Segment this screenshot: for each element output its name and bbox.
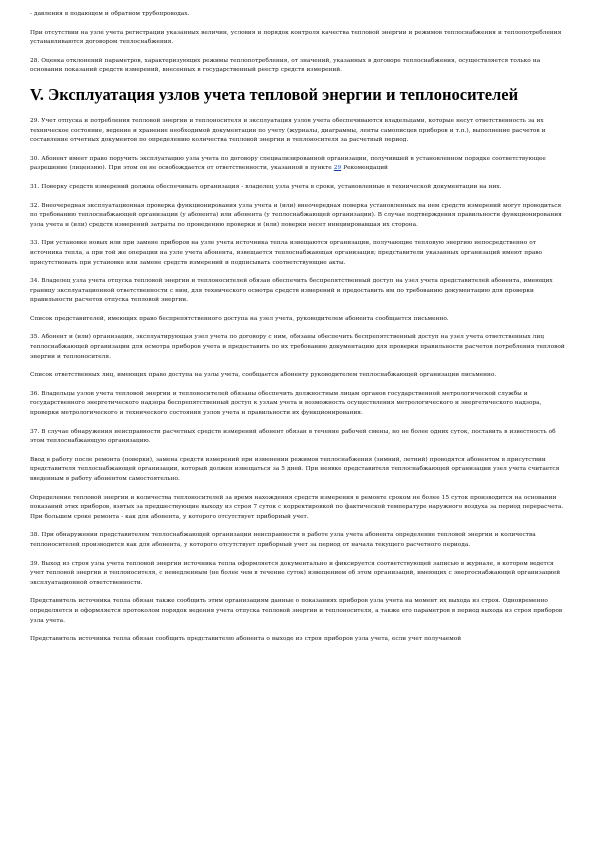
paragraph-35: 35. Абонент и (или) организация, эксплуатирующая узел учета по договору с ним, обязаны обеспечить беспрепятственный доступ на узел учета ответственных лиц теплоснабжающей организации для осмотра приборов учета и предоставить по их требованию документацию для проверки правильности расчетов потребления тепловой энергии и теплоносителя. — [30, 334, 565, 360]
paragraph-37: 37. В случае обнаружения неисправности расчетных средств измерений абонент обязан в течение рабочей смены, но не более одних суток, поставить в известность об этом теплоснабжающую организацию. — [30, 428, 556, 445]
paragraph-37-input: Ввод в работу после ремонта (поверки), замена средств измерений при изменении режимов теплоснабжения (зимний, летний) проводятся абонентом в присутствии представителя теплоснабжающей организации, который должен извещаться за 5 дней. При неявке представителя теплоснабжающей организации узел учета считается введенным в работу абонентом самостоятельно. — [30, 456, 560, 482]
paragraph-35-list: Список ответственных лиц, имеющих право доступа на узлы учета, сообщается абоненту руководителем теплоснабжающей организации письменно. — [30, 372, 497, 379]
paragraph-34: 34. Владелец узла учета отпуска тепловой энергии и теплоносителей обязан обеспечить беспрепятственный доступ на узел учета представителей абонента, имеющих границу эксплуатационной ответственности с ним, для технического осмотра средств измерений и предоставить им по требованию документацию для проверки правильности расчетов отпуска тепловой энергии. — [30, 278, 553, 304]
paragraph-28: 28. Оценка отклонений параметров, характеризующих режимы теплопотребления, от значений, указанных в договоре теплоснабжения, осуществляется только на основании показаний средств измерений, внесенных в государственный реестр средств измерений. — [30, 57, 541, 74]
point-29-link[interactable]: 29 — [333, 165, 342, 172]
paragraph-30-tail: Рекомендаций — [343, 165, 388, 172]
section-heading: V. Эксплуатация узлов учета тепловой энергии и теплоносителей — [30, 84, 519, 104]
paragraph-29: 29. Учет отпуска и потребления тепловой энергии и теплоносителя и эксплуатация узлов учета обеспечиваются владельцами, которые несут ответственность за их техническое состояние, ведение и хранение необходимой документации по учету (журналы, диаграммы, ленты самописцев приборов и т.п.), выполнение расчетов и составление отчетных документов по определению количества тепловой энергии и теплоносителя за расчетный период. — [30, 117, 546, 144]
paragraph-30-text: 30. Абонент имеет право поручить эксплуатацию узла учета по договору специализированной организации, получившей в установленном порядке соответствующее разрешение (лицензию). При этом он не освобождается от ответственности, указанной в пункте — [30, 155, 546, 172]
paragraph-34-list: Список представителей, имеющих право беспрепятственного доступа на узел учета, руководителем абонента сообщается письменно. — [30, 315, 449, 322]
paragraph-30 — [30, 155, 565, 174]
paragraph-pressure: - давления в подающем и обратном трубопроводах. — [30, 11, 190, 17]
paragraph-39-notify: Представитель источника тепла обязан сообщить представителю абонента о выходе из строя приборов узла учета, если учет получаемой — [30, 636, 462, 643]
paragraph-32: 32. Внеочередная эксплуатационная проверка функционирования узла учета и (или) внеочередная поверка установленных на нем средств измерений могут проводиться по требованию теплоснабжающей организации (у абонента) или абонента (у теплоснабжающей организации). В случае подтверждения правильности функционирования узла учета и (или) средств измерений затраты по проведению проверки и (или) поверки несет инициировавшая их сторона. — [30, 202, 562, 228]
paragraph-37-calc: Определение тепловой энергии и количества теплоносителей за время нахождения средств измерения в ремонте сроком не более 15 суток производится на основании показаний этих приборов, взятых за предшествующие выходу из строя 7 суток с корректировкой по фактической температуре наружного воздуха за период перерасчета. При большем сроке ремонта - как для абонента, у которого отсутствует приборный учет. — [30, 494, 564, 520]
paragraph-38: 38. При обнаружении представителем теплоснабжающей организации неисправности в работе узла учета абонента определение тепловой энергии и количества теплоносителей производится как для абонента, у которого отсутствует приборный учет за период от начала текущего расчетного периода. — [30, 532, 536, 548]
paragraph-31: 31. Поверку средств измерений должна обеспечивать организация - владелец узла учета в сроки, установленные в технической документации на них. — [30, 183, 502, 190]
paragraph-33: 33. При установке новых или при замене приборов на узле учета источника тепла извещаются организации, получающие тепловую энергию непосредственно от источника тепла, а при той же операции на узле учета абонента, извещается теплоснабжающая организация; представители указанных организаций имеют право присутствовать при установке или замене средств измерений и подписывать соответствующие акты. — [30, 240, 543, 266]
paragraph-36: 36. Владельцы узлов учета тепловой энергии и теплоносителей обязаны обеспечить должностным лицам органов государственной метрологической службы и государственного энергетического надзора беспрепятственный доступ к узлам учета и возможность осуществления метрологического и энергетического надзора, проверки метрологического и технического состояния узлов учета и правильности их функционирования. — [30, 390, 542, 417]
paragraph-39-report: Представитель источника тепла обязан также сообщить этим организациям данные о показаниях приборов узла учета на момент их выхода из строя. Одновременно определяется и оформляется протоколом порядок ведения учета отпуска тепловой энергии и теплоносителя, а также его параметров в период выхода из строя приборов узла учета. — [30, 598, 563, 624]
paragraph-39: 39. Выход из строя узла учета тепловой энергии источника тепла оформляется документально и фиксируется соответствующей записью в журнале, в котором ведется учет тепловой энергии и теплоносителя, с немедленным (не более чем в течение суток) извещением об этом организаций, имеющих с энергоснабжающей организацией эксплуатационной ответственности. — [30, 560, 561, 586]
paragraph-no-registration: При отсутствии на узле учета регистрации указанных величин, условия и порядок контроля качества тепловой энергии и режимов теплоснабжения и теплопотребления устанавливаются договором теплоснабжения. — [30, 29, 562, 46]
